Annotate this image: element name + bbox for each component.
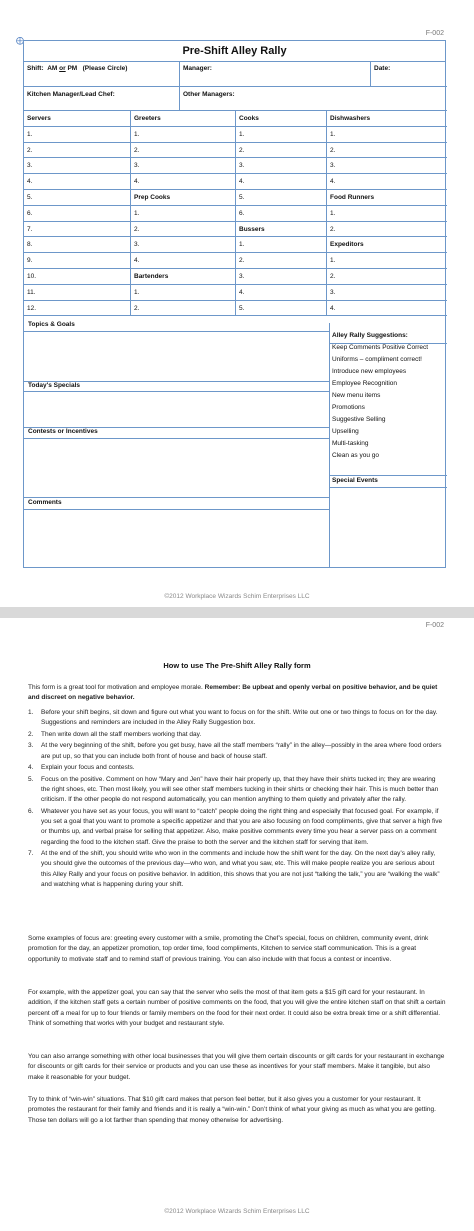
staff-entry-cell[interactable] — [131, 253, 236, 269]
staff-entry-cell[interactable] — [131, 285, 236, 301]
staff-entry-cell[interactable] — [24, 206, 131, 222]
step-item — [28, 807, 446, 848]
shift-note: (Please Circle) — [82, 65, 128, 72]
instructions-page — [0, 618, 474, 1231]
column-header-label: Greeters — [134, 115, 161, 122]
topics-goals-label: Topics & Goals — [28, 321, 75, 328]
staff-column-header — [327, 190, 447, 206]
local-business-paragraph: You can also arrange something with other local businesses that you will give them certain discounts or gift cards for your restaurant in exchange for discounts or gift cards for their service or products and you can use these as incentives for your staff members. Make it tangible, but also make it reasonable for your budget. — [28, 1053, 445, 1081]
staff-entry-cell[interactable] — [24, 190, 131, 206]
step-item — [28, 708, 446, 729]
row-number: 5. — [239, 304, 245, 312]
step-item — [28, 741, 446, 762]
shift-field[interactable] — [24, 62, 180, 87]
staff-entry-cell[interactable] — [236, 301, 327, 317]
row-number: 1. — [134, 209, 140, 217]
suggestion-item: Suggestive Selling — [332, 416, 386, 423]
row-number: 2. — [134, 304, 140, 312]
column-header-label: Cooks — [239, 115, 259, 122]
suggestion-item: Clean as you go — [332, 452, 379, 459]
row-number: 2. — [134, 146, 140, 154]
staff-entry-cell[interactable] — [236, 285, 327, 301]
row-number: 1. — [330, 130, 336, 138]
staff-entry-cell[interactable] — [24, 253, 131, 269]
contests-rule — [24, 438, 329, 439]
step-text: Focus on the positive. Comment on how “Mary and Jen” have their hair properly up, that they have their shirts tucked in; they are wearing the right shoes, etc. Then most likely, you will see other staff members tucking in their shirts or checking their hair. This is much better than criticism. If the other people do not respond automatically, you can mention anything to them quietly and privately after the rally. — [41, 775, 439, 804]
suggestion-item: Introduce new employees — [332, 368, 407, 375]
suggestion-item: Employee Recognition — [332, 380, 398, 387]
row-number: 2. — [330, 146, 336, 154]
step-text: Explain your focus and contests. — [41, 764, 135, 772]
steps-list — [28, 708, 446, 891]
step-text: Whatever you have set as your focus, you will want to “catch” people doing the right thing and especially that focused goal. For example, if you set a goal that you want to promote a specific appetizer and that you are also focusing on food compliments, give that server a high five or thumbs up, and verbal praise for selling that appetizer. Also, make positive comments every time you hear a server pass on a comment regarding the food to the kitchen staff. Give the praise to both the server and the kitchen staff for serving that item. — [41, 807, 443, 846]
staff-entry-cell[interactable] — [236, 158, 327, 174]
kitchen-manager-label: Kitchen Manager/Lead Chef: — [27, 91, 115, 98]
staff-entry-cell[interactable] — [24, 222, 131, 238]
special-events-label: Special Events — [332, 477, 378, 484]
form-id: F-002 — [425, 30, 444, 37]
row-number: 1. — [27, 130, 33, 138]
row-number: 9. — [27, 257, 33, 265]
row-number: 1. — [239, 241, 245, 249]
manager-label: Manager: — [183, 65, 212, 72]
staff-entry-cell[interactable] — [327, 285, 447, 301]
row-number: 3. — [134, 241, 140, 249]
row-number: 8. — [27, 241, 33, 249]
row-number: 3. — [27, 162, 33, 170]
row-number: 3. — [330, 288, 336, 296]
suggestion-item: Promotions — [332, 404, 365, 411]
row-number: 7. — [27, 225, 33, 233]
row-number: 3. — [134, 162, 140, 170]
suggestion-item: New menu items — [332, 392, 381, 399]
kitchen-manager-field[interactable] — [24, 87, 180, 111]
row-number: 4. — [330, 178, 336, 186]
staff-entry-cell[interactable] — [236, 237, 327, 253]
row-number: 2. — [330, 225, 336, 233]
staff-entry-cell[interactable] — [131, 158, 236, 174]
row-number: 2. — [330, 273, 336, 280]
staff-entry-cell[interactable] — [327, 206, 447, 222]
row-number: 4. — [239, 288, 245, 296]
staff-entry-cell[interactable] — [327, 253, 447, 269]
specials-rule — [24, 391, 329, 392]
shift-label: Shift: — [27, 65, 44, 72]
staff-column-header — [131, 269, 236, 285]
step-number: 2. — [28, 730, 34, 738]
staff-entry-cell[interactable] — [24, 237, 131, 253]
form-page — [0, 0, 474, 607]
staff-entry-cell[interactable] — [327, 222, 447, 238]
suggestion-item: Keep Comments Positive Correct — [332, 344, 429, 351]
step-text: Before your shift begins, sit down and figure out what you want to focus on for the shift. Write out one or two things to focus on for the day. Suggestions and reminders are included in the Alley Rally Suggestion box. — [41, 709, 438, 727]
alley-rally-form — [23, 40, 446, 568]
column-header-label: Bussers — [239, 225, 265, 233]
suggestion-item: Uniforms – compliment correct! — [332, 356, 422, 363]
intro-remember: Remember: Be upbeat and openly verbal on positive behavior, and be quiet and discreet on negative behavior. — [28, 684, 438, 702]
step-number: 5. — [28, 775, 34, 783]
staff-column-header — [327, 111, 447, 127]
row-number: 1. — [330, 209, 336, 217]
staff-entry-cell[interactable] — [327, 301, 447, 317]
shift-pm: PM — [67, 65, 78, 72]
column-header-label: Expeditors — [330, 241, 364, 249]
row-number: 2. — [239, 257, 245, 265]
suggestions-title: Alley Rally Suggestions: — [332, 332, 408, 339]
staff-entry-cell[interactable] — [327, 127, 447, 143]
comments-rule — [24, 509, 329, 510]
step-item — [28, 849, 446, 890]
contests-label: Contests or Incentives — [28, 428, 98, 435]
row-number: 5. — [27, 194, 33, 201]
comments-label: Comments — [28, 499, 62, 506]
table-move-handle-icon[interactable]: ⨁ — [16, 36, 24, 45]
win-win-paragraph: Try to think of “win-win” situations. That $10 gift card makes that person feel better, but it also gives you a customer for your restaurant. It promotes the restaurant for their family and friends and it is really a “win-win.” Don’t think of what your giving as much as what you are getting. Those ten dollars will go a lot farther than spending that money otherwise for advertising. — [28, 1096, 436, 1124]
row-number: 10. — [27, 273, 37, 280]
staff-entry-cell[interactable] — [236, 206, 327, 222]
row-number: 1. — [134, 130, 140, 138]
contests-bottom-rule — [24, 497, 329, 498]
staff-entry-cell[interactable] — [236, 127, 327, 143]
date-label: Date: — [374, 65, 391, 72]
staff-entry-cell[interactable] — [24, 158, 131, 174]
staff-column-header — [131, 190, 236, 206]
row-number: 3. — [239, 162, 245, 170]
staff-column-header — [236, 222, 327, 238]
step-text: Then write down all the staff members working that day. — [41, 730, 202, 738]
row-number: 1. — [330, 257, 336, 265]
staff-entry-cell[interactable] — [236, 269, 327, 285]
other-managers-field[interactable] — [180, 87, 447, 111]
staff-entry-cell[interactable] — [327, 158, 447, 174]
suggestion-item: Upselling — [332, 428, 359, 435]
shift-am: AM — [47, 65, 58, 72]
suggestions-bottom-rule — [329, 475, 447, 476]
intro-text: This form is a great tool for motivation and employee morale. — [28, 684, 203, 691]
row-number: 1. — [239, 130, 245, 138]
staff-entry-cell[interactable] — [24, 143, 131, 159]
row-number: 6. — [239, 209, 245, 217]
row-number: 5. — [239, 194, 245, 201]
special-events-rule — [329, 487, 447, 488]
row-number: 12. — [27, 304, 37, 312]
row-number: 4. — [330, 304, 336, 312]
manager-field[interactable] — [180, 62, 371, 87]
staff-entry-cell[interactable] — [131, 301, 236, 317]
step-text: At the end of the shift, you should write who won in the comments and include how the shift went for the day. On the next day’s alley rally, you should give the outcomes of the previous day—who won, and what you saw, etc. This will make people realize you are serious about this Alley Rally and your focus on positive behavior. In addition, this shows that you are not just “talking the talk,” you are “walking the walk” and watching what is happening during your shift. — [41, 849, 440, 888]
staff-entry-cell[interactable] — [327, 174, 447, 190]
staff-entry-cell[interactable] — [131, 222, 236, 238]
column-header-label: Prep Cooks — [134, 194, 171, 201]
staff-entry-cell[interactable] — [327, 143, 447, 159]
staff-entry-cell[interactable] — [24, 269, 131, 285]
intro-paragraph — [28, 683, 446, 704]
row-number: 2. — [27, 146, 33, 154]
staff-entry-cell[interactable] — [236, 143, 327, 159]
topics-rule — [24, 331, 329, 332]
row-number: 2. — [239, 146, 245, 154]
step-number: 3. — [28, 742, 34, 750]
staff-entry-cell[interactable] — [24, 301, 131, 317]
step-item — [28, 730, 446, 740]
row-number: 4. — [27, 178, 33, 186]
column-header-label: Dishwashers — [330, 115, 371, 122]
appetizer-paragraph: For example, with the appetizer goal, you can say that the server who sells the most of that item gets a $15 gift card for your restaurant. In addition, if the kitchen staff gets a certain number of positive comments on the food, that you will give the entire kitchen staff on that shift a certain percent off a meal for up to four friends or family members on the food for their next order. It could also be extra break time or a shift differential. Think of something that works with your budget and restaurant style. — [28, 989, 446, 1027]
staff-entry-cell[interactable] — [131, 237, 236, 253]
date-field[interactable] — [371, 62, 447, 87]
row-number: 4. — [239, 178, 245, 186]
examples-paragraph: Some examples of focus are: greeting every customer with a smile, promoting the Chef’s special, focus on children, community event, drink promotion for the day, an appetizer promotion, top order time, food compliments, Kitchen to service staff communication. This is a great opportunity to motivate staff and to remind staff of previous training. You can also include with that focus a contest or incentive. — [28, 935, 429, 963]
row-number: 3. — [239, 273, 245, 280]
page-footer-2: ©2012 Workplace Wizards Schim Enterprises LLC — [164, 1208, 310, 1215]
step-number: 1. — [28, 709, 34, 716]
column-header-label: Bartenders — [134, 273, 169, 280]
staff-entry-cell[interactable] — [236, 190, 327, 206]
row-number: 3. — [330, 162, 336, 170]
step-number: 4. — [28, 764, 34, 772]
column-header-label: Servers — [27, 115, 51, 122]
step-number: 7. — [28, 849, 34, 857]
suggestions-divider — [329, 323, 330, 568]
staff-entry-cell[interactable] — [236, 253, 327, 269]
staff-entry-cell[interactable] — [131, 206, 236, 222]
row-number: 11. — [27, 288, 36, 296]
step-item — [28, 775, 446, 806]
row-number: 4. — [134, 257, 140, 265]
form-id-2: F-002 — [425, 622, 444, 629]
staff-entry-cell[interactable] — [131, 127, 236, 143]
step-text: At the very beginning of the shift, before you get busy, have all the staff members “rally” in the alley—possibly in the area where food orders are put up, so that you can include both front of house and back of house staff. — [41, 742, 442, 760]
staff-column-header — [131, 111, 236, 127]
staff-column-header — [24, 111, 131, 127]
suggestion-item: Multi-tasking — [332, 440, 369, 447]
page-footer: ©2012 Workplace Wizards Schim Enterprises LLC — [164, 593, 310, 600]
row-number: 2. — [134, 225, 140, 233]
step-number: 6. — [28, 807, 34, 815]
staff-entry-cell[interactable] — [24, 174, 131, 190]
shift-or: or — [59, 65, 66, 72]
todays-specials-label: Today's Specials — [28, 382, 81, 389]
staff-entry-cell[interactable] — [327, 269, 447, 285]
staff-column-header — [327, 237, 447, 253]
other-managers-label: Other Managers: — [183, 91, 235, 98]
staff-entry-cell[interactable] — [24, 285, 131, 301]
staff-entry-cell[interactable] — [131, 174, 236, 190]
column-header-label: Food Runners — [330, 194, 375, 201]
row-number: 4. — [134, 178, 140, 186]
row-number: 1. — [134, 288, 140, 296]
staff-entry-cell[interactable] — [236, 174, 327, 190]
form-title: Pre-Shift Alley Rally — [24, 41, 445, 62]
staff-entry-cell[interactable] — [131, 143, 236, 159]
staff-column-header — [236, 111, 327, 127]
step-item — [28, 763, 446, 773]
row-number: 6. — [27, 209, 33, 217]
staff-entry-cell[interactable] — [24, 127, 131, 143]
instructions-title: How to use The Pre-Shift Alley Rally form — [163, 661, 311, 670]
